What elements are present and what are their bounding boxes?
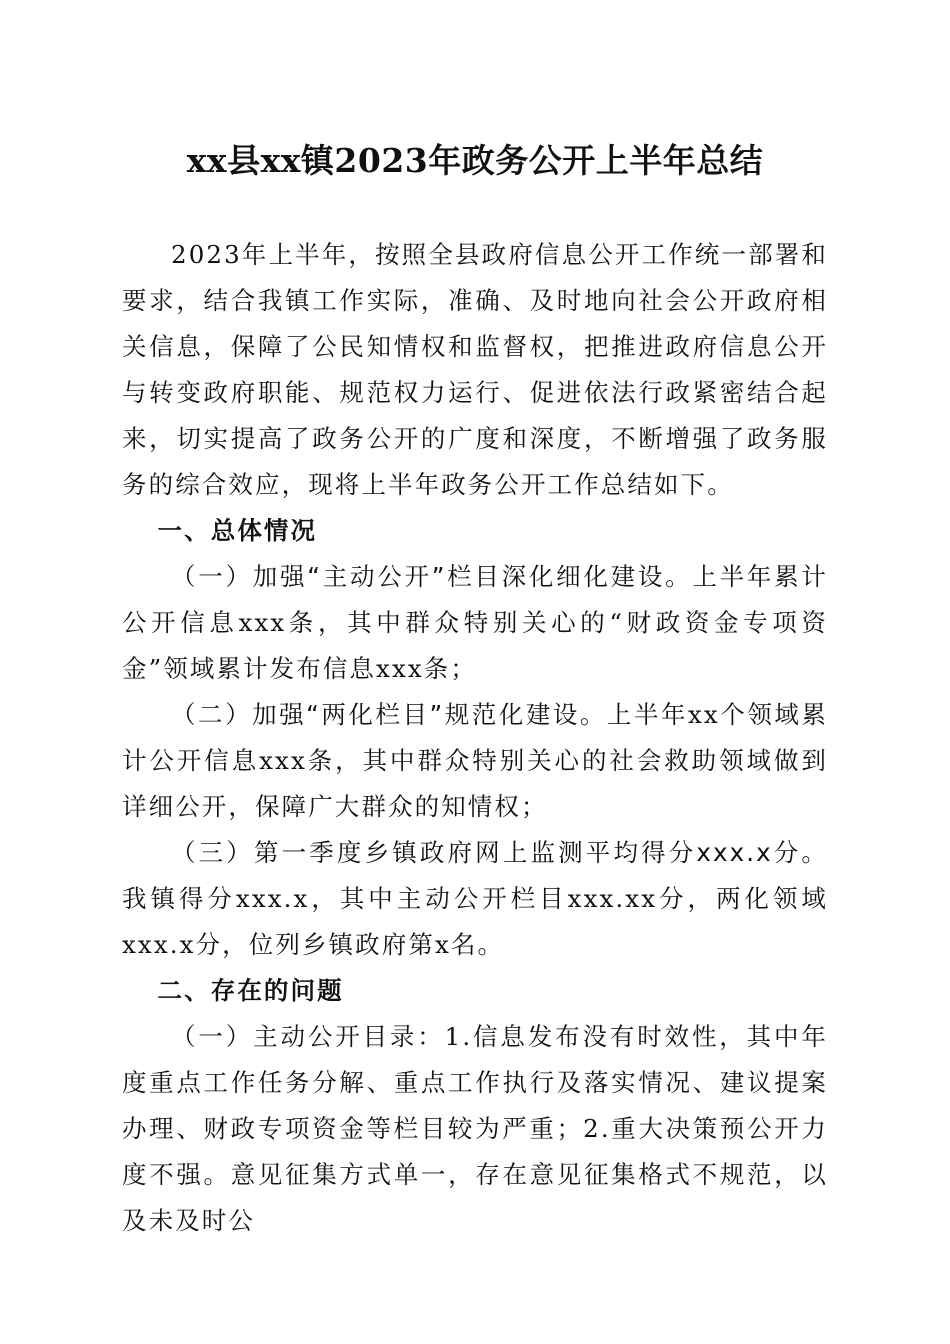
overview-item-1 xyxy=(122,554,828,692)
section-heading-problems: 二、存在的问题 xyxy=(157,976,344,1005)
overview-item-3 xyxy=(122,830,828,968)
document-title: xx县xx镇2023年政务公开上半年总结 xyxy=(186,141,764,180)
problems-item-1 xyxy=(122,1014,828,1244)
item-lead: （一）主动公开目录： xyxy=(171,1022,445,1051)
item-lead: （二）加强“两化栏目”规范化建设。 xyxy=(171,700,607,729)
intro-paragraph: 2023年上半年，按照全县政府信息公开工作统一部署和要求，结合我镇工作实际，准确、及时地向社会公开政府相关信息，保障了公民知情权和监督权，把推进政府信息公开与转变政府职能、规范权力运行、促进依法行政紧密结合起来，切实提高了政务公开的广度和深度，不断增强了政务服务的综合效应，现将上半年政务公开工作总结如下。 xyxy=(122,240,828,499)
item-lead: （一）加强“主动公开”栏目深化细化建设。 xyxy=(171,562,693,591)
item-lead: （三）第一季度乡镇政府网上监测平均得分xxx.x分。 xyxy=(171,838,828,867)
section-heading-overview: 一、总体情况 xyxy=(157,516,318,545)
item-text: 上半年xx个领域累计公开信息xxx条，其中群众特别关心的社会救助领域做到详细公开，保障广大群众的知情权； xyxy=(122,700,828,821)
item-text: 1.信息发布没有时效性，其中年度重点工作任务分解、重点工作执行及落实情况、建议提案办理、财政专项资金等栏目较为严重；2.重大决策预公开力度不强。意见征集方式单一，存在意见征集格式不规范，以及未及时公 xyxy=(122,1022,829,1235)
overview-item-2 xyxy=(122,692,828,830)
document-body xyxy=(122,232,828,1244)
item-text: 我镇得分xxx.x，其中主动公开栏目xxx.xx分，两化领域xxx.x分，位列乡镇政府第x名。 xyxy=(122,884,828,959)
item-text: 上半年累计公开信息xxx条，其中群众特别关心的“财政资金专项资金”领域累计发布信息xxx条； xyxy=(122,562,829,683)
